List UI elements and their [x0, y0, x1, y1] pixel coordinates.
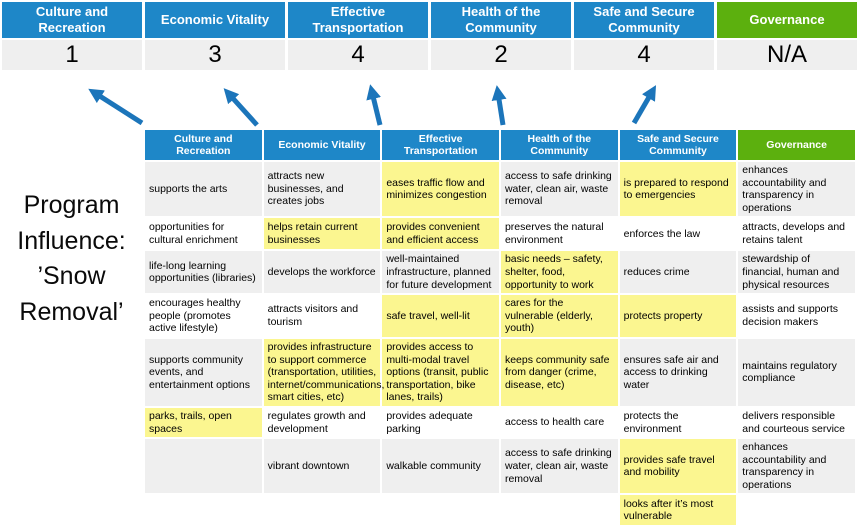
matrix-cell: encourages healthy people (promotes active lifestyle) — [144, 294, 263, 338]
matrix-cell: keeps community safe from danger (crime, disease, etc) — [500, 338, 619, 407]
table-row — [144, 217, 856, 250]
summary-column — [717, 2, 857, 70]
matrix-cell: access to health care — [500, 407, 619, 438]
table-row — [144, 250, 856, 294]
influence-matrix — [143, 128, 857, 527]
summary-header: Culture and Recreation — [2, 2, 142, 38]
matrix-header: Culture and Recreation — [144, 129, 263, 161]
matrix-cell: looks after it’s most vulnerable — [619, 494, 738, 526]
matrix-cell: eases traffic flow and minimizes congestion — [381, 161, 500, 217]
matrix-cell — [381, 494, 500, 526]
summary-header: Safe and Secure Community — [574, 2, 714, 38]
table-row — [144, 494, 856, 526]
table-row — [144, 338, 856, 407]
matrix-cell: life-long learning opportunities (libraries) — [144, 250, 263, 294]
matrix-cell: access to safe drinking water, clean air, waste removal — [500, 438, 619, 494]
matrix-cell: safe travel, well-lit — [381, 294, 500, 338]
matrix-cell — [500, 494, 619, 526]
matrix-cell: provides convenient and efficient access — [381, 217, 500, 250]
matrix-cell: enhances accountability and transparency in operations — [737, 438, 856, 494]
matrix-cell: stewardship of financial, human and physical resources — [737, 250, 856, 294]
up-arrow-icon — [634, 92, 652, 123]
matrix-cell: assists and supports decision makers — [737, 294, 856, 338]
up-arrow-icon — [95, 93, 142, 123]
matrix-cell: basic needs – safety, shelter, food, opportunity to work — [500, 250, 619, 294]
matrix-cell: access to safe drinking water, clean air, waste removal — [500, 161, 619, 217]
matrix-cell: protects the environment — [619, 407, 738, 438]
matrix-cell: develops the workforce — [263, 250, 382, 294]
matrix-cell: protects property — [619, 294, 738, 338]
matrix-cell — [263, 494, 382, 526]
matrix-cell: provides access to multi-modal travel options (transit, public transportation, bike lanes, trails) — [381, 338, 500, 407]
summary-column — [574, 2, 714, 70]
summary-header: Governance — [717, 2, 857, 38]
table-row — [144, 407, 856, 438]
matrix-cell: provides infrastructure to support commerce (transportation, utilities, internet/communications, smart cities, etc) — [263, 338, 382, 407]
summary-score: 3 — [145, 40, 285, 70]
matrix-cell — [737, 494, 856, 526]
matrix-cell: parks, trails, open spaces — [144, 407, 263, 438]
matrix-header: Governance — [737, 129, 856, 161]
matrix-cell: reduces crime — [619, 250, 738, 294]
matrix-cell: vibrant downtown — [263, 438, 382, 494]
matrix-cell: enhances accountability and transparency in operations — [737, 161, 856, 217]
summary-score: 4 — [574, 40, 714, 70]
matrix-cell: cares for the vulnerable (elderly, youth) — [500, 294, 619, 338]
summary-score: 4 — [288, 40, 428, 70]
summary-header: Health of the Community — [431, 2, 571, 38]
summary-score: N/A — [717, 40, 857, 70]
matrix-header-row — [144, 129, 856, 161]
table-row — [144, 294, 856, 338]
matrix-cell: enforces the law — [619, 217, 738, 250]
matrix-header: Health of the Community — [500, 129, 619, 161]
matrix-cell: regulates growth and development — [263, 407, 382, 438]
matrix-cell: delivers responsible and courteous service — [737, 407, 856, 438]
up-arrow-icon — [372, 92, 380, 125]
matrix-cell: helps retain current businesses — [263, 217, 382, 250]
summary-column — [431, 2, 571, 70]
matrix-cell: ensures safe air and access to drinking water — [619, 338, 738, 407]
matrix-cell: opportunities for cultural enrichment — [144, 217, 263, 250]
summary-column — [288, 2, 428, 70]
matrix-cell — [144, 494, 263, 526]
program-influence-title: Program Influence: ’Snow Removal’ — [17, 191, 126, 326]
summary-header: Economic Vitality — [145, 2, 285, 38]
matrix-cell: supports the arts — [144, 161, 263, 217]
matrix-cell — [144, 438, 263, 494]
summary-header: Effective Transportation — [288, 2, 428, 38]
matrix-cell: provides safe travel and mobility — [619, 438, 738, 494]
matrix-header: Economic Vitality — [263, 129, 382, 161]
matrix-cell: supports community events, and entertainment options — [144, 338, 263, 407]
matrix-cell: provides adequate parking — [381, 407, 500, 438]
matrix-cell: well-maintained infrastructure, planned for future development — [381, 250, 500, 294]
summary-column — [2, 2, 142, 70]
summary-column — [145, 2, 285, 70]
matrix-cell: maintains regulatory compliance — [737, 338, 856, 407]
matrix-cell: preserves the natural environment — [500, 217, 619, 250]
influence-arrows — [0, 75, 859, 135]
up-arrow-icon — [498, 93, 503, 125]
table-row — [144, 438, 856, 494]
matrix-header: Safe and Secure Community — [619, 129, 738, 161]
matrix-cell: attracts visitors and tourism — [263, 294, 382, 338]
table-row — [144, 161, 856, 217]
matrix-cell: walkable community — [381, 438, 500, 494]
up-arrow-icon — [229, 94, 257, 125]
matrix-cell: attracts, develops and retains talent — [737, 217, 856, 250]
matrix-cell: is prepared to respond to emergencies — [619, 161, 738, 217]
summary-score: 2 — [431, 40, 571, 70]
summary-score: 1 — [2, 40, 142, 70]
matrix-cell: attracts new businesses, and creates jobs — [263, 161, 382, 217]
summary-band — [2, 2, 857, 70]
matrix-header: Effective Transportation — [381, 129, 500, 161]
